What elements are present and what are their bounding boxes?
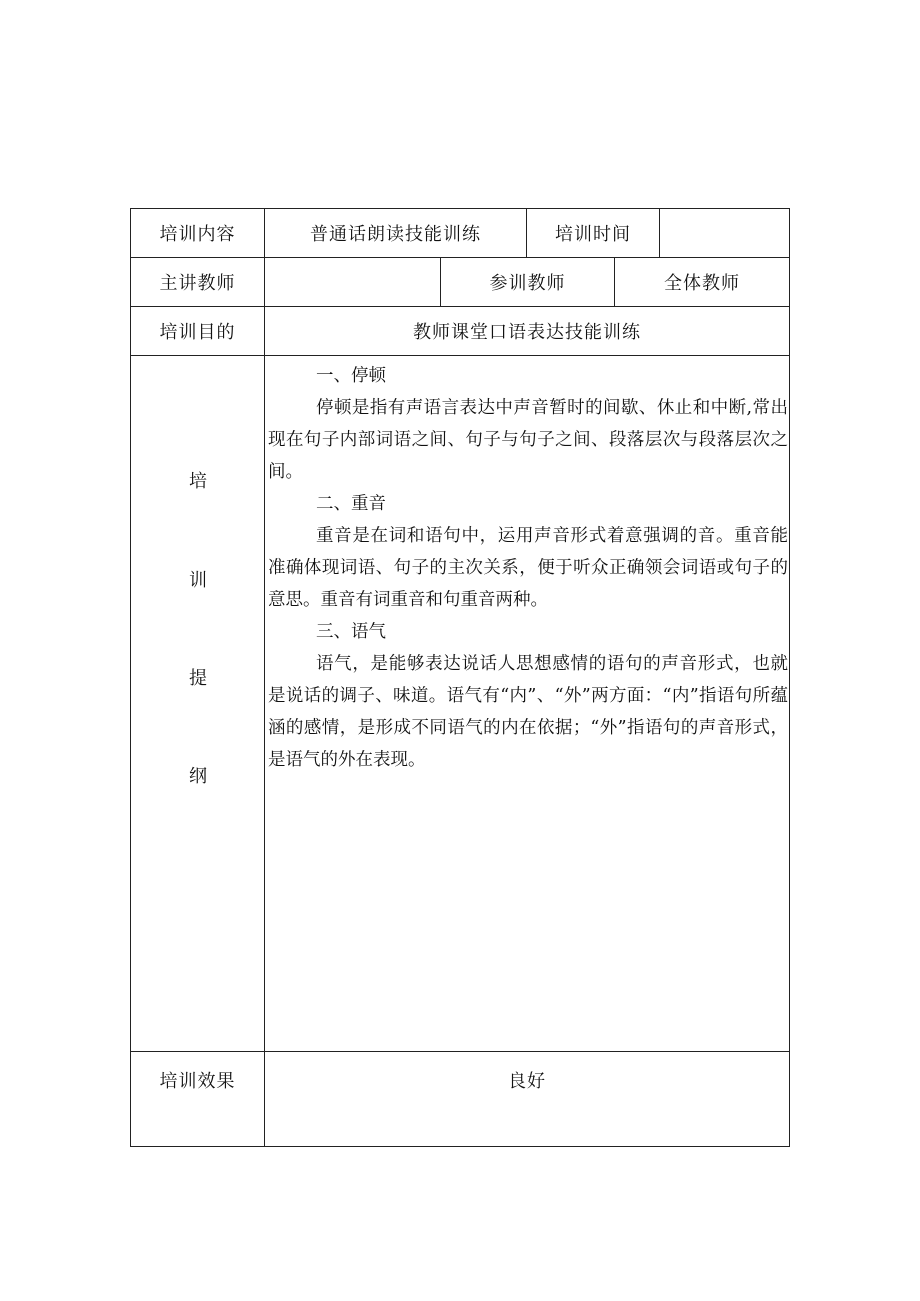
outline-label-char-1: 培 <box>189 471 207 492</box>
training-outline <box>268 360 788 776</box>
training-purpose-label: 培训目的 <box>159 322 236 343</box>
outline-label-char-2: 训 <box>189 570 207 591</box>
training-effect-label: 培训效果 <box>159 1071 236 1092</box>
outline-label-char-4: 纲 <box>189 766 207 787</box>
outline-heading-tone: 三、语气 <box>316 622 386 642</box>
training-purpose-value: 教师课堂口语表达技能训练 <box>413 322 641 343</box>
outline-label-char-3: 提 <box>189 668 207 689</box>
lecturer-label: 主讲教师 <box>159 273 236 294</box>
training-effect-value: 良好 <box>508 1071 546 1092</box>
border-row3 <box>130 355 790 356</box>
training-time-value <box>660 209 789 257</box>
training-content-value: 普通话朗读技能训练 <box>310 224 481 245</box>
training-time-label: 培训时间 <box>555 224 631 245</box>
training-content-label: 培训内容 <box>159 224 236 245</box>
outline-heading-stress: 二、重音 <box>316 494 386 514</box>
outline-paragraph-pause: 停顿是指有声语言表达中声音暂时的间歇、休止和中断,常出现在句子内部词语之间、句子与句子之间、段落层次与段落层次之间。 <box>268 398 788 482</box>
border-bottom <box>130 1146 790 1147</box>
border-right <box>789 208 790 1147</box>
outline-paragraph-tone: 语气，是能够表达说话人思想感情的语句的声音形式，也就是说话的调子、味道。语气有“内”、“外”两方面：“内”指语句所蕴涵的感情，是形成不同语气的内在依据；“外”指语句的声音形式，是语气的外在表现。 <box>268 654 788 770</box>
lecturer-value <box>265 258 440 306</box>
outline-heading-pause: 一、停顿 <box>316 366 386 386</box>
attendee-value: 全体教师 <box>664 273 740 294</box>
border-row4 <box>130 1051 790 1052</box>
outline-paragraph-stress: 重音是在词和语句中，运用声音形式着意强调的音。重音能准确体现词语、句子的主次关系，便于听众正确领会词语或句子的意思。重音有词重音和句重音两种。 <box>268 526 788 610</box>
attendee-label: 参训教师 <box>489 273 566 294</box>
